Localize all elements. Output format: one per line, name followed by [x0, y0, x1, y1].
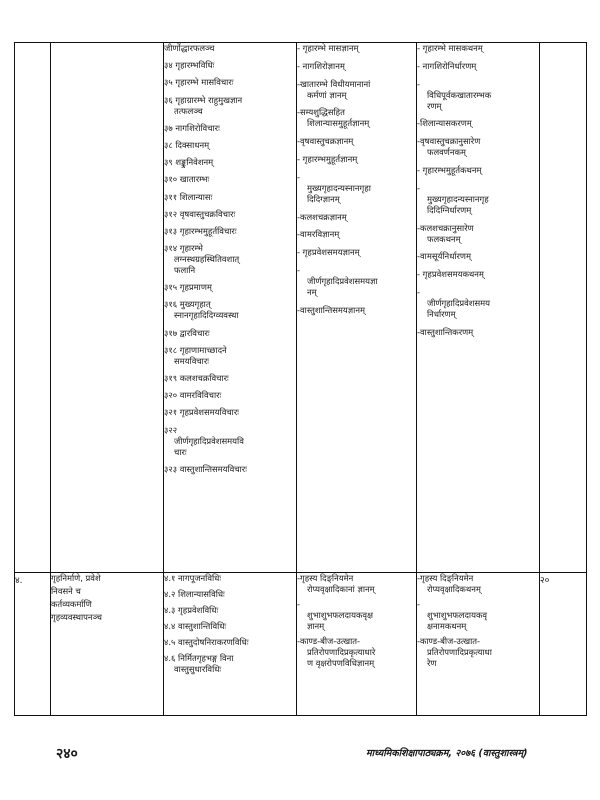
list-item: ३६ गृहाग्रारम्भे राहुमुखज्ञान	[164, 94, 243, 105]
list-item: वास्तुसुधारविधिः	[174, 664, 222, 674]
syllabus-table	[14, 42, 587, 716]
list-item: - गृहारम्भे मासज्ञानम्	[297, 43, 359, 53]
list-item: ३५ गृहारम्भे मासविचारः	[164, 77, 234, 88]
list-item: ३११ शिलान्यासः	[164, 191, 213, 202]
list-item: प्रतिरोपणादिप्रकृत्याधारे	[307, 647, 376, 657]
list-item: दिदिग्ज्ञानम्	[307, 193, 340, 204]
list-item: ३२२	[164, 424, 178, 435]
outcomes-cell	[417, 43, 540, 573]
list-item: ३१० खातारम्भः	[164, 174, 210, 185]
list-item: -वास्तुशान्तिकरणम्	[417, 326, 474, 337]
unit-title-cell	[51, 573, 164, 716]
list-item: फलानि	[174, 265, 196, 276]
list-item: ३२१ गृहप्रवेशसमयविचारः	[164, 407, 239, 418]
running-title: माध्यमिकशिक्षापाठ्यक्रम, २०७६ (वास्तुशास्त्रम्)	[366, 748, 528, 759]
hours-cell	[540, 43, 587, 573]
list-item: - गृहप्रवेशसमयज्ञानम्	[297, 247, 360, 258]
list-item: शुभाशुभफलदायकवृ	[427, 610, 488, 620]
list-item: रेण	[427, 658, 437, 668]
list-item: ३१३ गृहारम्भमुहूर्तविचारः	[164, 225, 237, 236]
list-item: फलकथनम्	[427, 233, 461, 244]
list-item: -	[417, 182, 421, 193]
list-item: जीर्णोद्धारफलञ्च	[164, 43, 215, 53]
list-item: फलवर्णनकम्	[427, 147, 466, 158]
list-item: जीर्णगृहादिप्रवेशसमयज्ञा	[307, 275, 378, 286]
unit-title-line: गृहव्यवस्थापनञ्च	[51, 612, 102, 622]
list-item: -खातारम्भे विधीयमानानां	[297, 78, 371, 89]
table-row	[15, 43, 587, 573]
list-item: -वृषवास्तुचक्रज्ञानम्	[297, 136, 354, 147]
list-item: -	[417, 78, 421, 89]
list-item: शिलान्यासमुहूर्तज्ञानम्	[307, 118, 370, 129]
list-item: -वामसूर्यनिर्धारणम्	[417, 251, 472, 262]
list-item: ४.६ निर्मितगृहभङ्ग विना	[164, 653, 234, 663]
list-item: ४.५ वास्तुदोषनिराकरणविधिः	[164, 637, 249, 647]
list-item: रोप्यवृक्षादिकानां ज्ञानम्	[307, 584, 375, 594]
unit-title-line: निवसने च	[51, 586, 81, 596]
list-item: - गृहारम्भमुहूर्तकथनम्	[417, 164, 482, 175]
list-item: ३१४ गृहारम्भे	[164, 243, 203, 254]
list-item: निर्धारणम्	[427, 308, 456, 319]
list-item: ३१५ गृहप्रमाणम्	[164, 282, 212, 293]
list-item: -	[297, 264, 301, 275]
list-item: ण वृक्षरोपणविधिज्ञानम्	[307, 658, 375, 668]
list-item: मुख्यगृहादन्यस्नानगृहा	[307, 182, 371, 193]
list-item: स्नानगृहादिदिग्व्यवस्था	[174, 310, 239, 321]
unit-number-cell: ४.	[15, 573, 51, 716]
list-item: जीर्णगृहादिप्रवेशसमय	[427, 297, 491, 308]
subjects-cell	[164, 43, 297, 573]
subjects-cell	[164, 573, 297, 716]
list-item: ३४ गृहारम्भविधिः	[164, 60, 215, 71]
list-item: - गृहप्रवेशसमयकथनम्	[417, 269, 484, 280]
table-row	[15, 573, 587, 716]
list-item: ३८ दिक्साधनम्	[164, 139, 210, 150]
list-item: ३१८ गृहाणामाच्छादने	[164, 344, 227, 355]
list-item: रणम्	[427, 100, 442, 111]
list-item: क्षनामकथनम्	[427, 621, 467, 631]
list-item: -	[297, 171, 301, 182]
list-item: -	[417, 286, 421, 297]
list-item: समयविचारः	[174, 355, 209, 366]
list-item: -कलशचक्रानुसारेण	[417, 222, 474, 233]
list-item: ४.२ शिलान्यासविधिः	[164, 589, 225, 599]
list-item: -वृषवास्तुचक्रानुसारेण	[417, 136, 481, 147]
list-item: ३१६ मुख्यगृहात्	[164, 299, 211, 310]
list-item: ४.१ नागपूजनविधिः	[164, 573, 222, 583]
unit-title-line: कर्तव्यकर्माणि	[51, 599, 92, 609]
list-item: ३२० वामरविविचारः	[164, 390, 222, 401]
objectives-cell	[297, 573, 417, 716]
list-item: -शिलान्यासकरणम्	[417, 118, 472, 129]
list-item: ३७ नागशिरोविचारः	[164, 122, 220, 133]
list-item: विधिपूर्वकखातारम्भक	[427, 89, 492, 100]
list-item: नम्	[307, 286, 317, 297]
list-item: ३९ शङ्कुनिवेशनम्	[164, 157, 214, 168]
list-item: ३१९ कलशचक्रविचारः	[164, 373, 229, 383]
list-item: -काण्ड-बीज-उत्खात-	[417, 636, 481, 646]
hours-cell: २०	[540, 573, 587, 716]
list-item: -वामरविज्ञानम्	[297, 229, 340, 240]
unit-number-cell	[15, 43, 51, 573]
list-item: मुख्यगृहादन्यस्नानगृह	[427, 193, 489, 204]
list-item: ३२३ वास्तुशान्तिसमयविचारः	[164, 463, 247, 474]
list-item: -कलशचक्रज्ञानम्	[297, 211, 347, 222]
list-item: ४.४ वास्तुशान्तिविधिः	[164, 621, 227, 631]
list-item: दिदिग्निर्धारणम्	[427, 204, 472, 215]
list-item: ३१७ द्वारविचारः	[164, 327, 210, 338]
list-item: - गृहारम्भमुहूर्तज्ञानम्	[297, 153, 358, 164]
objectives-cell	[297, 43, 417, 573]
page-number: २४०	[56, 746, 78, 762]
list-item: -गृहस्य दिङ्नियमेन	[417, 573, 474, 583]
list-item: लग्नस्थग्रहस्थितिवशात्	[174, 254, 240, 265]
unit-title-line: गृहनिर्माणे, प्रवेशे	[51, 573, 101, 583]
list-item: - गृहारम्भे मासकथनम्	[417, 43, 483, 53]
list-item: -वास्तुशान्तिसमयज्ञानम्	[297, 304, 365, 315]
list-item: तत्फलञ्च	[174, 105, 203, 116]
list-item: शुभाशुभफलदायकवृक्ष	[307, 610, 374, 620]
list-item: जीर्णगृहादिप्रवेशसमयवि	[174, 435, 244, 446]
list-item: -	[417, 599, 421, 609]
list-item: - नागशिरोज्ञानम्	[297, 60, 345, 71]
outcomes-cell	[417, 573, 540, 716]
list-item: -	[297, 599, 301, 609]
list-item: -गृहस्य दिङ्नियमेन	[297, 573, 354, 583]
list-item: कर्मणां ज्ञानम्	[307, 89, 347, 100]
list-item: प्रतिरोपणादिप्रकृत्याधा	[427, 647, 492, 657]
list-item: -काण्ड-बीज-उत्खात-	[297, 636, 361, 646]
list-item: ३१२ वृषवास्तुचक्रविचारः	[164, 208, 236, 219]
list-item: ४.३ गृहप्रवेशविधिः	[164, 605, 219, 615]
list-item: ज्ञानम्	[307, 621, 325, 631]
list-item: -सम्यशुद्धिसहित	[297, 107, 345, 118]
list-item: - नागशिरोनिर्धारणम्	[417, 60, 477, 71]
unit-title-cell	[51, 43, 164, 573]
list-item: चारः	[174, 446, 187, 457]
list-item: रोप्यवृक्षादिकथनम्	[427, 584, 481, 594]
